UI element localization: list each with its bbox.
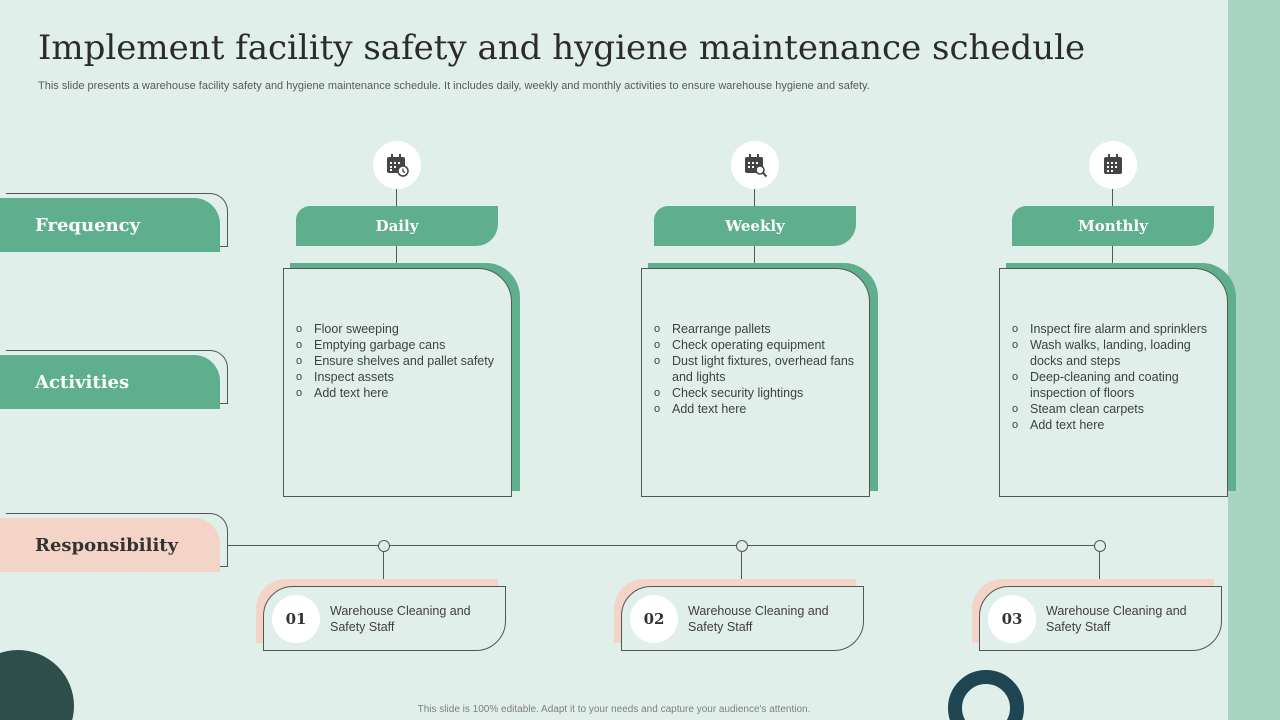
list-item: o Rearrange pallets [654, 321, 859, 337]
calendar-search-icon [731, 141, 779, 189]
page-subtitle: This slide presents a warehouse facility safety and hygiene maintenance schedule. It includes daily, weekly and monthly activities to ensure warehouse hygiene and safety. [38, 80, 870, 92]
activities-list-weekly [654, 321, 859, 417]
responsibility-box-02 [621, 586, 864, 651]
activities-list-daily [296, 321, 501, 401]
footer-note: This slide is 100% editable. Adapt it to your needs and capture your audience's attention. [417, 704, 811, 715]
connector-line [1099, 552, 1100, 580]
activities-card-monthly [999, 268, 1228, 497]
step-number: 01 [272, 595, 320, 643]
activities-card-weekly [641, 268, 870, 497]
frequency-label-text: Frequency [35, 214, 141, 236]
list-item: o Emptying garbage cans [296, 337, 501, 353]
frequency-label [0, 198, 220, 252]
list-item: o Floor sweeping [296, 321, 501, 337]
list-item: o Add text here [296, 385, 501, 401]
list-item: o Inspect assets [296, 369, 501, 385]
activities-label-text: Activities [35, 371, 130, 393]
responsibility-box-03 [979, 586, 1222, 651]
responsibility-label-text: Responsibility [35, 534, 179, 556]
column-header-monthly-text: Monthly [1078, 217, 1148, 235]
list-item: o Ensure shelves and pallet safety [296, 353, 501, 369]
connector-line [396, 188, 397, 206]
activities-card-daily [283, 268, 512, 497]
connector-dot [1094, 540, 1106, 552]
activities-label [0, 355, 220, 409]
list-item: o Add text here [654, 401, 859, 417]
step-number: 03 [988, 595, 1036, 643]
column-header-weekly [654, 206, 856, 246]
list-item: o Wash walks, landing, loading docks and steps [1012, 337, 1217, 369]
connector-line [383, 552, 384, 580]
responsibility-box-01 [263, 586, 506, 651]
connector-dot [736, 540, 748, 552]
list-item: o Inspect fire alarm and sprinklers [1012, 321, 1217, 337]
list-item: o Deep-cleaning and coating inspection of floors [1012, 369, 1217, 401]
responsibility-text: Warehouse Cleaning and Safety Staff [688, 603, 829, 634]
activities-list-monthly [1012, 321, 1217, 433]
responsibility-text: Warehouse Cleaning and Safety Staff [1046, 603, 1187, 634]
list-item: o Check security lightings [654, 385, 859, 401]
list-item: o Add text here [1012, 417, 1217, 433]
responsibility-text: Warehouse Cleaning and Safety Staff [330, 603, 471, 634]
connector-line [1112, 188, 1113, 206]
column-header-monthly [1012, 206, 1214, 246]
calendar-icon [1089, 141, 1137, 189]
column-header-weekly-text: Weekly [725, 217, 785, 235]
list-item: o Check operating equipment [654, 337, 859, 353]
column-header-daily-text: Daily [375, 217, 419, 235]
page-title: Implement facility safety and hygiene maintenance schedule [38, 28, 1086, 68]
list-item: o Steam clean carpets [1012, 401, 1217, 417]
column-header-daily [296, 206, 498, 246]
list-item: o Dust light fixtures, overhead fans and lights [654, 353, 859, 385]
connector-line [754, 188, 755, 206]
step-number: 02 [630, 595, 678, 643]
responsibility-connector-line [228, 545, 1100, 546]
calendar-clock-icon [373, 141, 421, 189]
responsibility-label [0, 518, 220, 572]
connector-line [741, 552, 742, 580]
connector-dot [378, 540, 390, 552]
